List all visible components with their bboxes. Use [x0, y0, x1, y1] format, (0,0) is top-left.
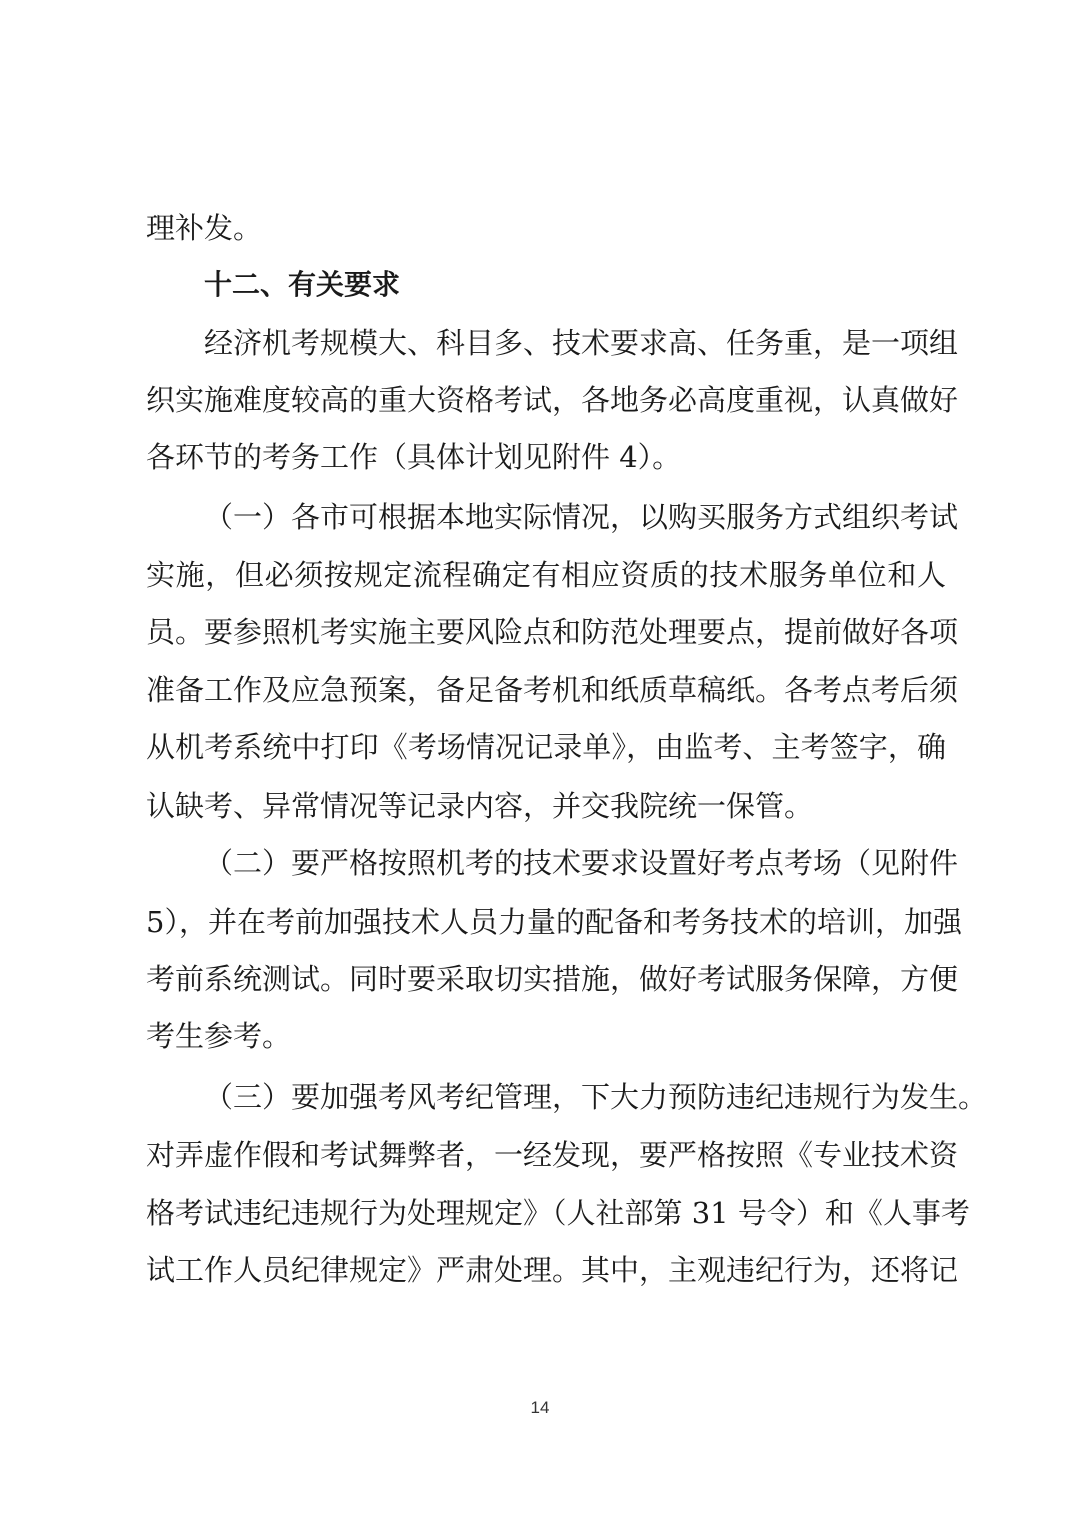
text-line: 准备工作及应急预案，备足备考机和纸质草稿纸。各考点考后须	[146, 673, 959, 707]
text-line: 员。要参照机考实施主要风险点和防范处理要点，提前做好各项	[146, 615, 959, 649]
text-line: 经济机考规模大、科目多、技术要求高、任务重，是一项组	[204, 326, 959, 360]
text-line: 试工作人员纪律规定》严肃处理。其中，主观违纪行为，还将记	[146, 1253, 959, 1287]
page-number: 14	[530, 1398, 550, 1417]
text-line: 从机考系统中打印《考场情况记录单》，由监考、主考签字，确	[146, 730, 946, 764]
text-line: 实施，但必须按规定流程确定有相应资质的技术服务单位和人	[146, 558, 946, 592]
text-line: （三）要加强考风考纪管理，下大力预防违纪违规行为发生。	[204, 1080, 988, 1114]
text-line: 对弄虚作假和考试舞弊者，一经发现，要严格按照《专业技术资	[146, 1138, 959, 1172]
text-line: 认缺考、异常情况等记录内容，并交我院统一保管。	[146, 789, 814, 823]
text-line: 格考试违纪违规行为处理规定》（人社部第 31 号令）和《人事考	[146, 1196, 970, 1230]
text-line: 各环节的考务工作（具体计划见附件 4）。	[146, 440, 682, 474]
text-line: （一）各市可根据本地实际情况，以购买服务方式组织考试	[204, 500, 959, 534]
text-line: 考前系统测试。同时要采取切实措施，做好考试服务保障，方便	[146, 962, 959, 996]
section-heading: 十二、有关要求	[204, 268, 401, 301]
text-line: 理补发。	[146, 211, 263, 245]
text-line: 5），并在考前加强技术人员力量的配备和考务技术的培训，加强	[146, 905, 962, 939]
text-line: 考生参考。	[146, 1019, 292, 1053]
text-line: 织实施难度较高的重大资格考试，各地务必高度重视，认真做好	[146, 383, 959, 417]
text-line: （二）要严格按照机考的技术要求设置好考点考场（见附件	[204, 846, 959, 880]
